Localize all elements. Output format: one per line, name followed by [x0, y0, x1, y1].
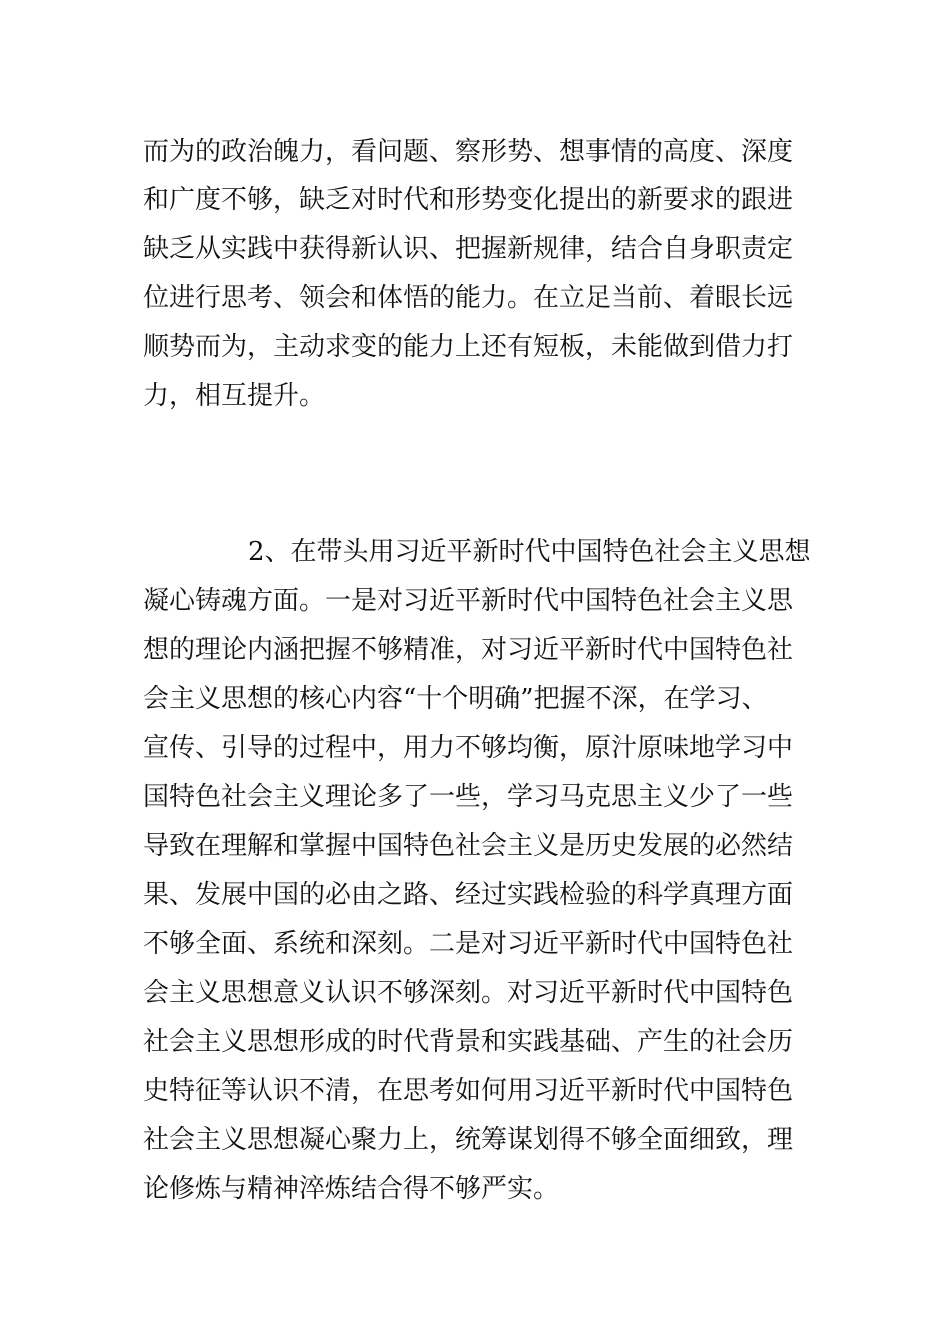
paragraph-line: 缺乏从实践中获得新认识、把握新规律，结合自身职责定	[143, 234, 794, 264]
paragraph-line: 想的理论内涵把握不够精准，对习近平新时代中国特色社	[143, 635, 794, 665]
paragraph-line: 论修炼与精神淬炼结合得不够严实。	[143, 1174, 560, 1204]
paragraph-line: 位进行思考、领会和体悟的能力。在立足当前、着眼长远	[143, 283, 794, 313]
paragraph-line: 史特征等认识不清，在思考如何用习近平新时代中国特色	[143, 1076, 794, 1106]
paragraph-line: 会主义思想的核心内容“十个明确”把握不深，在学习、	[143, 684, 768, 714]
paragraph-line: 导致在理解和掌握中国特色社会主义是历史发展的必然结	[143, 831, 794, 861]
paragraph-line: 社会主义思想凝心聚力上，统筹谋划得不够全面细致，理	[143, 1125, 794, 1155]
paragraph-line: 会主义思想意义认识不够深刻。对习近平新时代中国特色	[143, 978, 794, 1008]
paragraph-line: 而为的政治魄力，看问题、察形势、想事情的高度、深度	[143, 137, 794, 167]
paragraph-line: 和广度不够，缺乏对时代和形势变化提出的新要求的跟进	[143, 185, 794, 215]
paragraph-line: 宣传、引导的过程中，用力不够均衡，原汁原味地学习中	[143, 733, 794, 763]
paragraph-line: 顺势而为，主动求变的能力上还有短板，未能做到借力打	[143, 332, 794, 362]
paragraph-line: 2、在带头用习近平新时代中国特色社会主义思想	[248, 537, 811, 567]
paragraph-line: 社会主义思想形成的时代背景和实践基础、产生的社会历	[143, 1027, 794, 1057]
paragraph-line: 果、发展中国的必由之路、经过实践检验的科学真理方面	[143, 880, 794, 910]
paragraph-line: 凝心铸魂方面。一是对习近平新时代中国特色社会主义思	[143, 586, 794, 616]
paragraph-line: 国特色社会主义理论多了一些，学习马克思主义少了一些	[143, 782, 794, 812]
paragraph-line: 力，相互提升。	[143, 381, 326, 411]
paragraph-line: 不够全面、系统和深刻。二是对习近平新时代中国特色社	[143, 929, 794, 959]
